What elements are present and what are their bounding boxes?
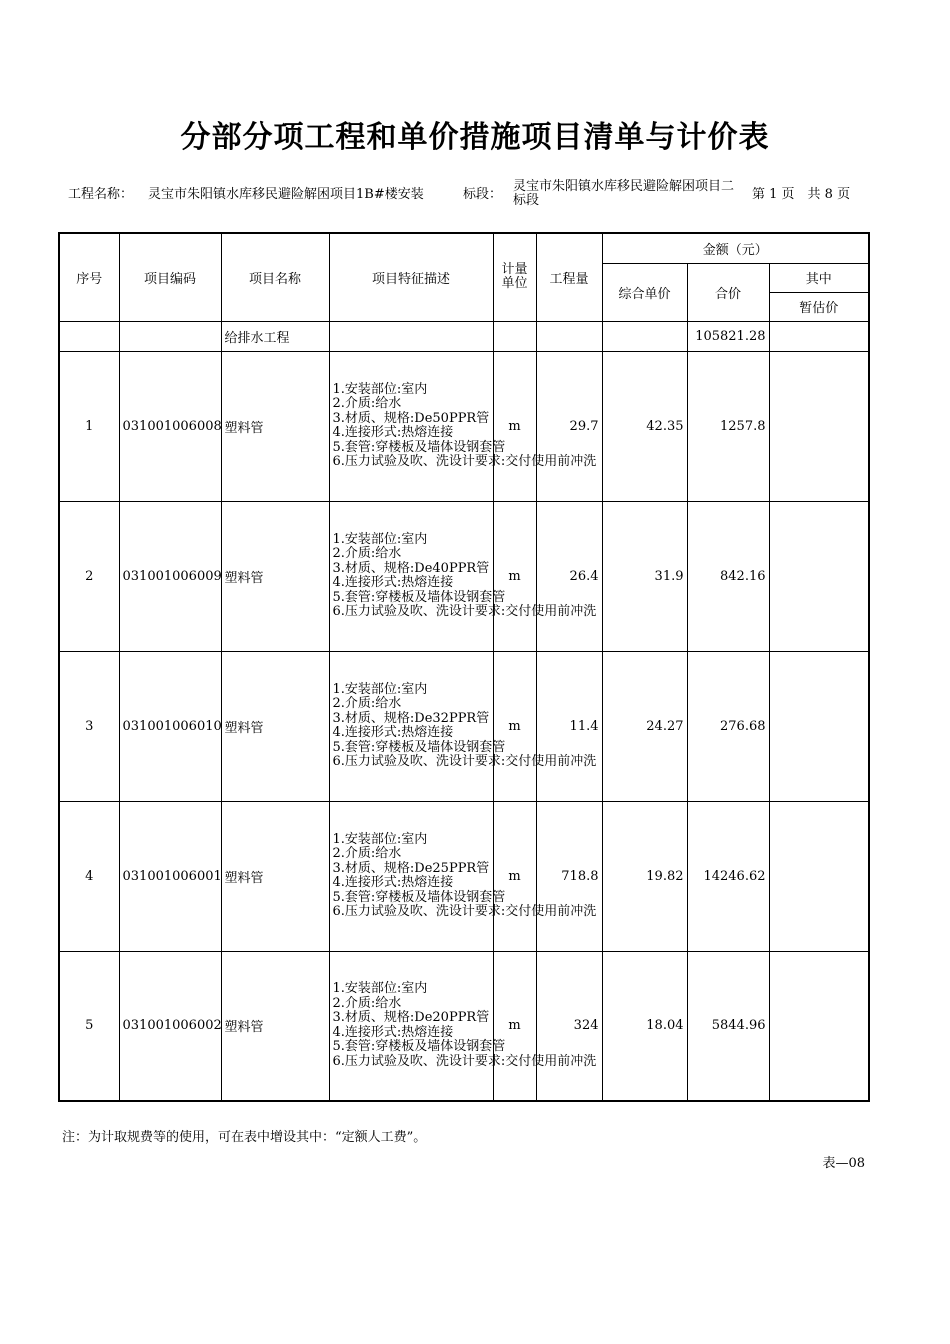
row-unit-price: 18.04: [602, 951, 687, 1101]
row-provisional: [769, 351, 869, 501]
form-number: 表—08: [822, 1156, 865, 1171]
row-unit-price: 42.35: [602, 351, 687, 501]
row-seq: 3: [59, 651, 119, 801]
section-total: 105821.28: [687, 321, 769, 351]
row-qty: 324: [536, 951, 602, 1101]
row-total: 5844.96: [687, 951, 769, 1101]
row-provisional: [769, 501, 869, 651]
row-total: 276.68: [687, 651, 769, 801]
project-name: 灵宝市朱阳镇水库移民避险解困项目1B#楼安装: [148, 187, 424, 202]
row-seq: 2: [59, 501, 119, 651]
row-unit-price: 19.82: [602, 801, 687, 951]
row-total: 14246.62: [687, 801, 769, 951]
table-row: [59, 501, 869, 651]
row-total: 1257.8: [687, 351, 769, 501]
row-qty: 29.7: [536, 351, 602, 501]
row-name: 塑料管: [221, 951, 329, 1101]
row-unit: m: [493, 351, 536, 501]
row-unit: m: [493, 801, 536, 951]
row-code: 031001006010: [119, 651, 221, 801]
row-unit: m: [493, 501, 536, 651]
row-desc: 1.安装部位:室内 2.介质:给水 3.材质、规格:De40PPR管 4.连接形式:热熔连接 5.套管:穿楼板及墙体设钢套管 6.压力试验及吹、洗设计要求:交付使用前冲洗: [329, 501, 493, 651]
section-label: 标段：: [463, 187, 503, 202]
header-name: 项目名称: [221, 233, 329, 321]
row-seq: 5: [59, 951, 119, 1101]
page-title: 分部分项工程和单价措施项目清单与计价表: [180, 120, 770, 155]
section-name: 灵宝市朱阳镇水库移民避险解困项目二标段: [513, 179, 735, 208]
header-desc: 项目特征描述: [329, 233, 493, 321]
table-row: [59, 801, 869, 951]
header-seq: 序号: [59, 233, 119, 321]
row-code: 031001006002: [119, 951, 221, 1101]
page-info: 第 1 页 共 8 页: [752, 187, 851, 202]
row-desc: 1.安装部位:室内 2.介质:给水 3.材质、规格:De25PPR管 4.连接形式:热熔连接 5.套管:穿楼板及墙体设钢套管 6.压力试验及吹、洗设计要求:交付使用前冲洗: [329, 801, 493, 951]
header-total: 合价: [687, 263, 769, 321]
row-qty: 26.4: [536, 501, 602, 651]
row-code: 031001006008: [119, 351, 221, 501]
project-label: 工程名称：: [68, 187, 134, 202]
row-total: 842.16: [687, 501, 769, 651]
row-seq: 1: [59, 351, 119, 501]
table-row: [59, 351, 869, 501]
row-desc: 1.安装部位:室内 2.介质:给水 3.材质、规格:De50PPR管 4.连接形式:热熔连接 5.套管:穿楼板及墙体设钢套管 6.压力试验及吹、洗设计要求:交付使用前冲洗: [329, 351, 493, 501]
section-row: [59, 321, 869, 351]
footnote: 注：为计取规费等的使用，可在表中增设其中：“定额人工费”。: [62, 1130, 427, 1145]
header-code: 项目编码: [119, 233, 221, 321]
row-unit: m: [493, 651, 536, 801]
row-code: 031001006009: [119, 501, 221, 651]
pricing-table: [58, 232, 870, 1102]
header-amount: 金额（元）: [602, 233, 869, 263]
row-qty: 718.8: [536, 801, 602, 951]
row-provisional: [769, 801, 869, 951]
row-desc: 1.安装部位:室内 2.介质:给水 3.材质、规格:De32PPR管 4.连接形式:热熔连接 5.套管:穿楼板及墙体设钢套管 6.压力试验及吹、洗设计要求:交付使用前冲洗: [329, 651, 493, 801]
row-code: 031001006001: [119, 801, 221, 951]
row-name: 塑料管: [221, 801, 329, 951]
row-unit-price: 31.9: [602, 501, 687, 651]
table-row: [59, 951, 869, 1101]
row-unit: m: [493, 951, 536, 1101]
header-of-which: 其中: [769, 263, 869, 292]
header-unit: 计量单位: [493, 233, 536, 321]
row-name: 塑料管: [221, 651, 329, 801]
header-unit-price: 综合单价: [602, 263, 687, 321]
row-name: 塑料管: [221, 351, 329, 501]
row-provisional: [769, 951, 869, 1101]
row-unit-price: 24.27: [602, 651, 687, 801]
row-name: 塑料管: [221, 501, 329, 651]
header-provisional: 暂估价: [769, 292, 869, 321]
row-desc: 1.安装部位:室内 2.介质:给水 3.材质、规格:De20PPR管 4.连接形式:热熔连接 5.套管:穿楼板及墙体设钢套管 6.压力试验及吹、洗设计要求:交付使用前冲洗: [329, 951, 493, 1101]
table-row: [59, 651, 869, 801]
row-qty: 11.4: [536, 651, 602, 801]
section-name: 给排水工程: [221, 321, 329, 351]
header-row-1: [59, 233, 869, 263]
header-qty: 工程量: [536, 233, 602, 321]
row-seq: 4: [59, 801, 119, 951]
row-provisional: [769, 651, 869, 801]
